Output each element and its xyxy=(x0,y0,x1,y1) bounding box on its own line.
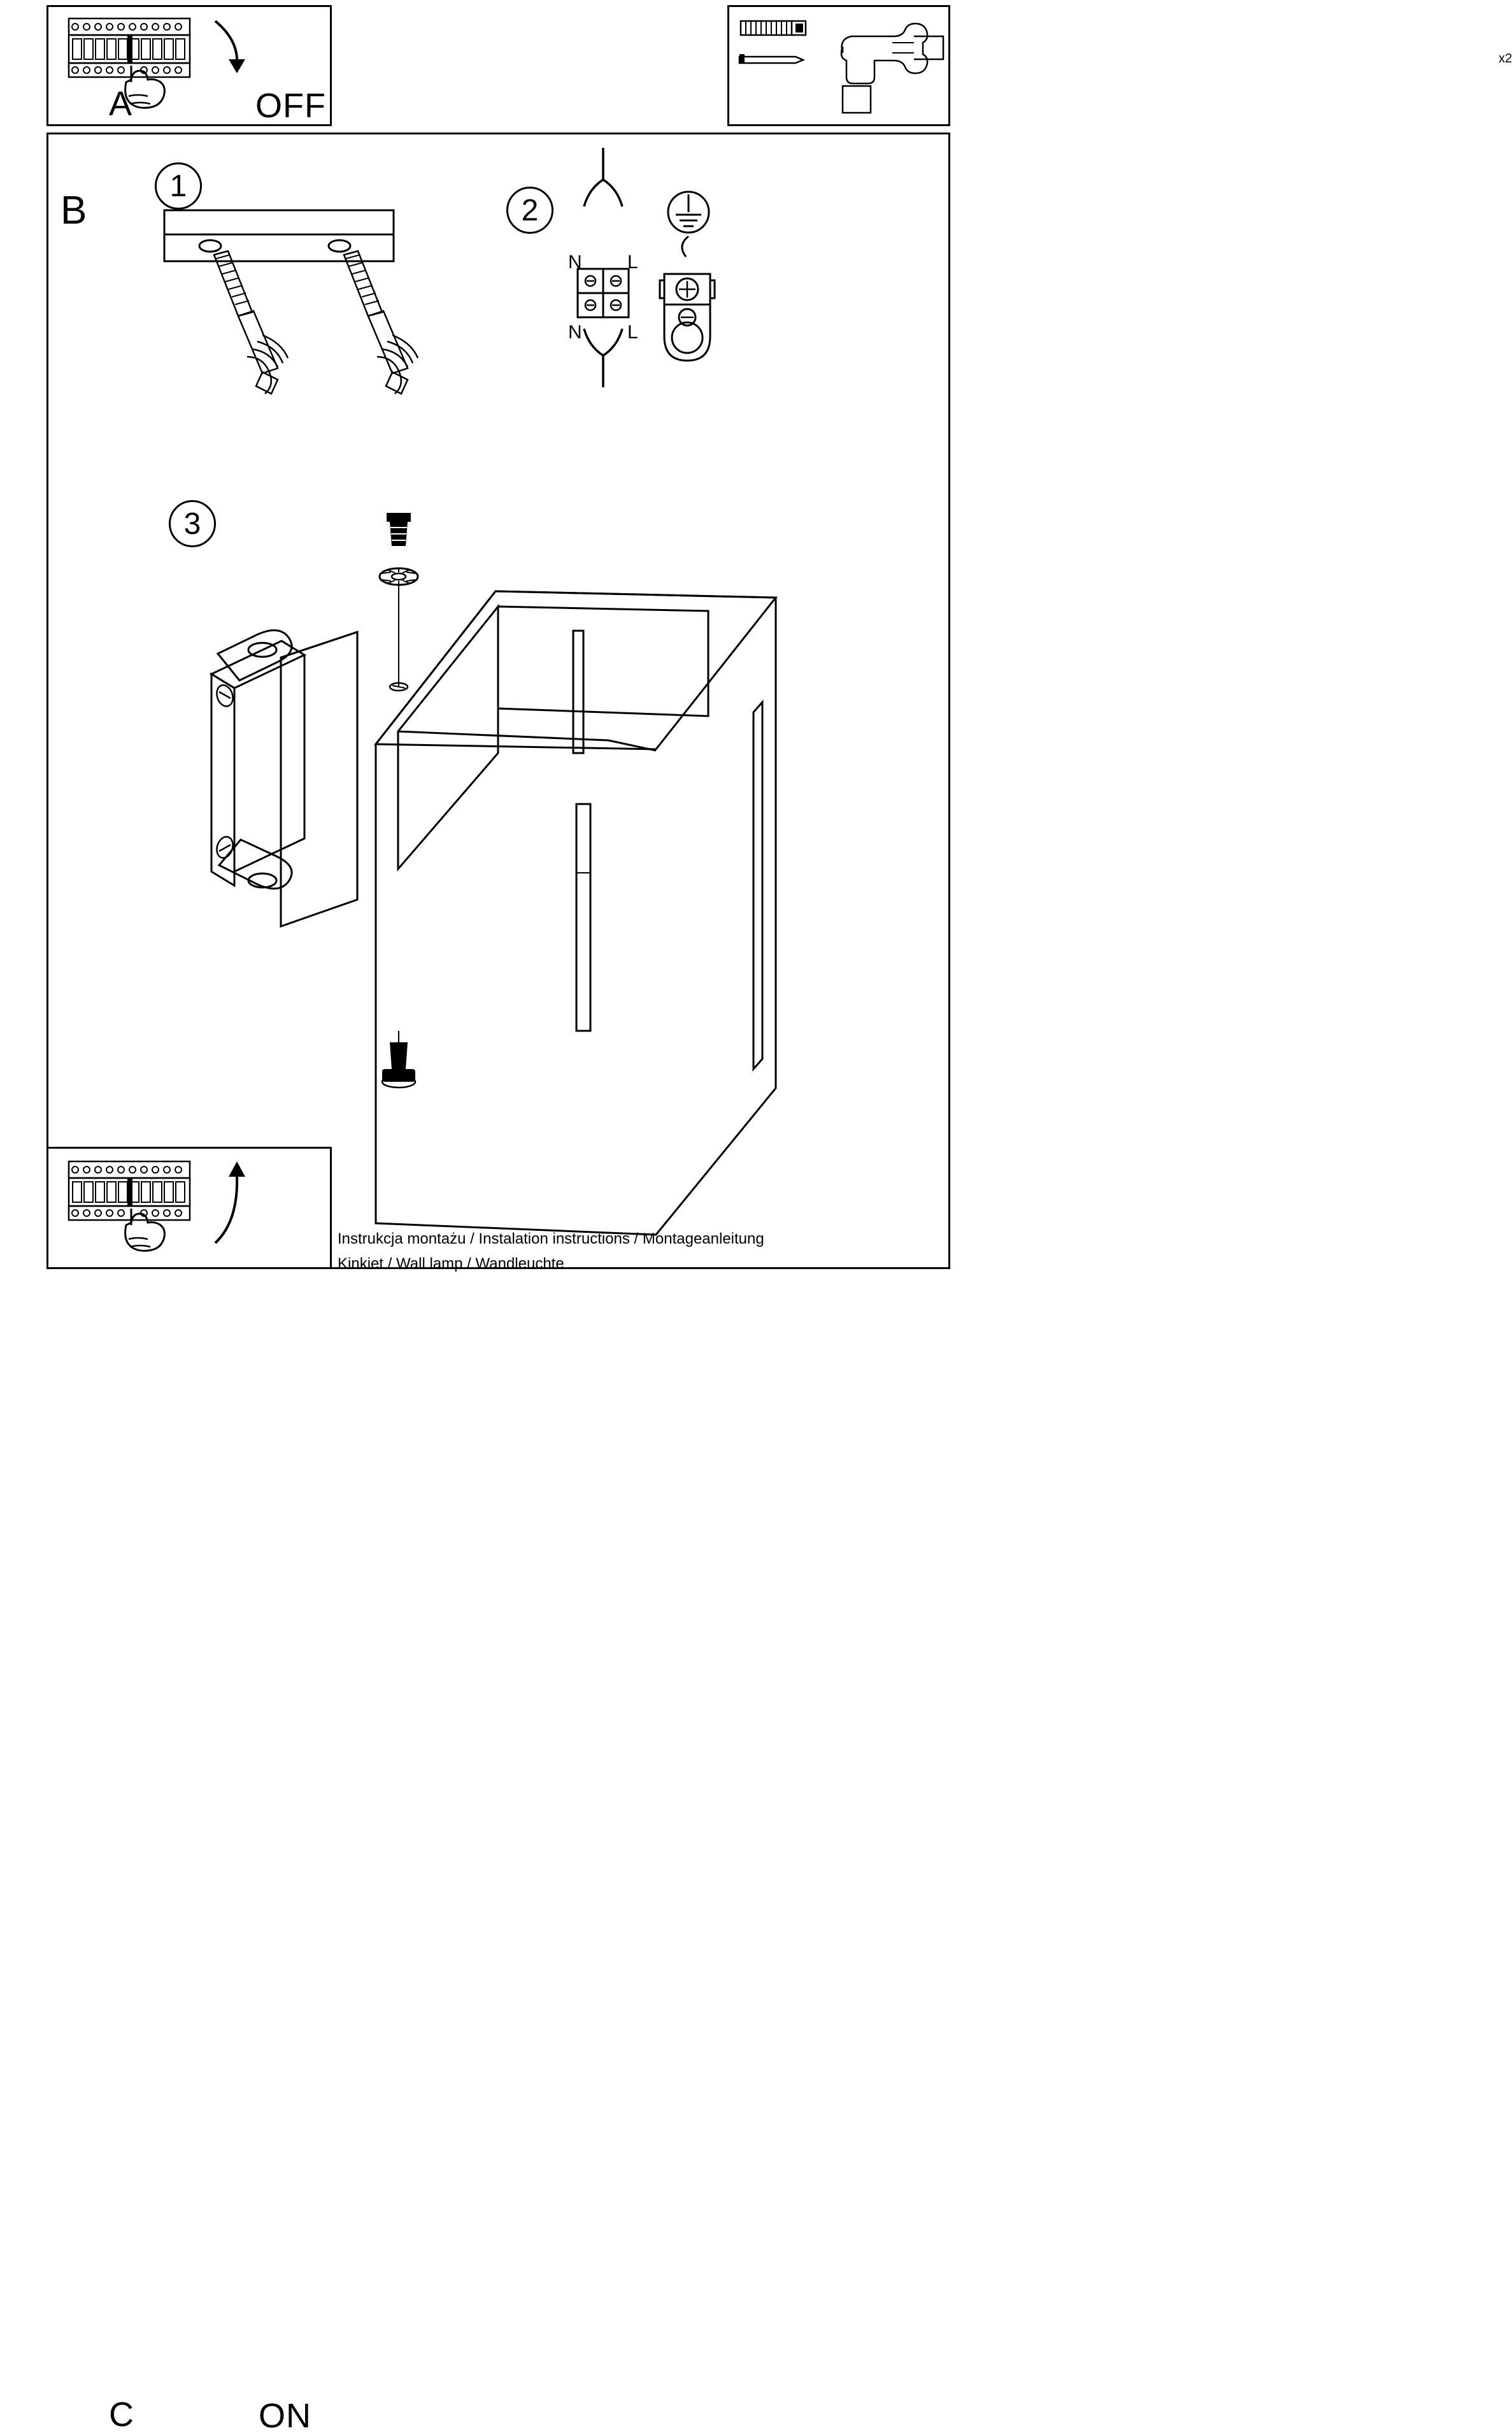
caption-line-2: Kinkiet / Wall lamp / Wandleuchte xyxy=(338,1255,564,1272)
sheet-caption xyxy=(338,1226,911,1276)
step-number-1: 1 xyxy=(155,162,202,210)
step-number-2: 2 xyxy=(506,187,553,234)
step-c-panel xyxy=(46,1147,332,2435)
breaker-panel-on-icon xyxy=(48,1149,334,1271)
caption-line-1: Instrukcja montażu / Instalation instructions / Montageanleitung xyxy=(338,1230,764,1247)
power-drill-icon xyxy=(841,24,943,113)
step-c-label: C xyxy=(109,2395,134,2434)
terminal-label-l-top: L xyxy=(627,252,638,273)
parts-panel xyxy=(727,5,1512,126)
terminal-label-l-bottom: L xyxy=(627,322,638,343)
terminal-label-n-bottom: N xyxy=(568,322,582,343)
parts-icons xyxy=(729,7,952,128)
step-a-label: A xyxy=(109,85,132,123)
parts-quantity-label: x2 xyxy=(1499,52,1512,66)
step-c-action-text: ON xyxy=(259,2397,311,2435)
screw-icon xyxy=(739,54,803,63)
step-a-panel xyxy=(46,5,332,126)
wall-plug-icon xyxy=(741,21,806,35)
step-number-3: 3 xyxy=(169,500,216,547)
terminal-label-n-top: N xyxy=(568,252,582,273)
step-b-label: B xyxy=(61,189,87,233)
step-b-panel xyxy=(46,133,950,1269)
step-a-action-text: OFF xyxy=(255,87,326,125)
